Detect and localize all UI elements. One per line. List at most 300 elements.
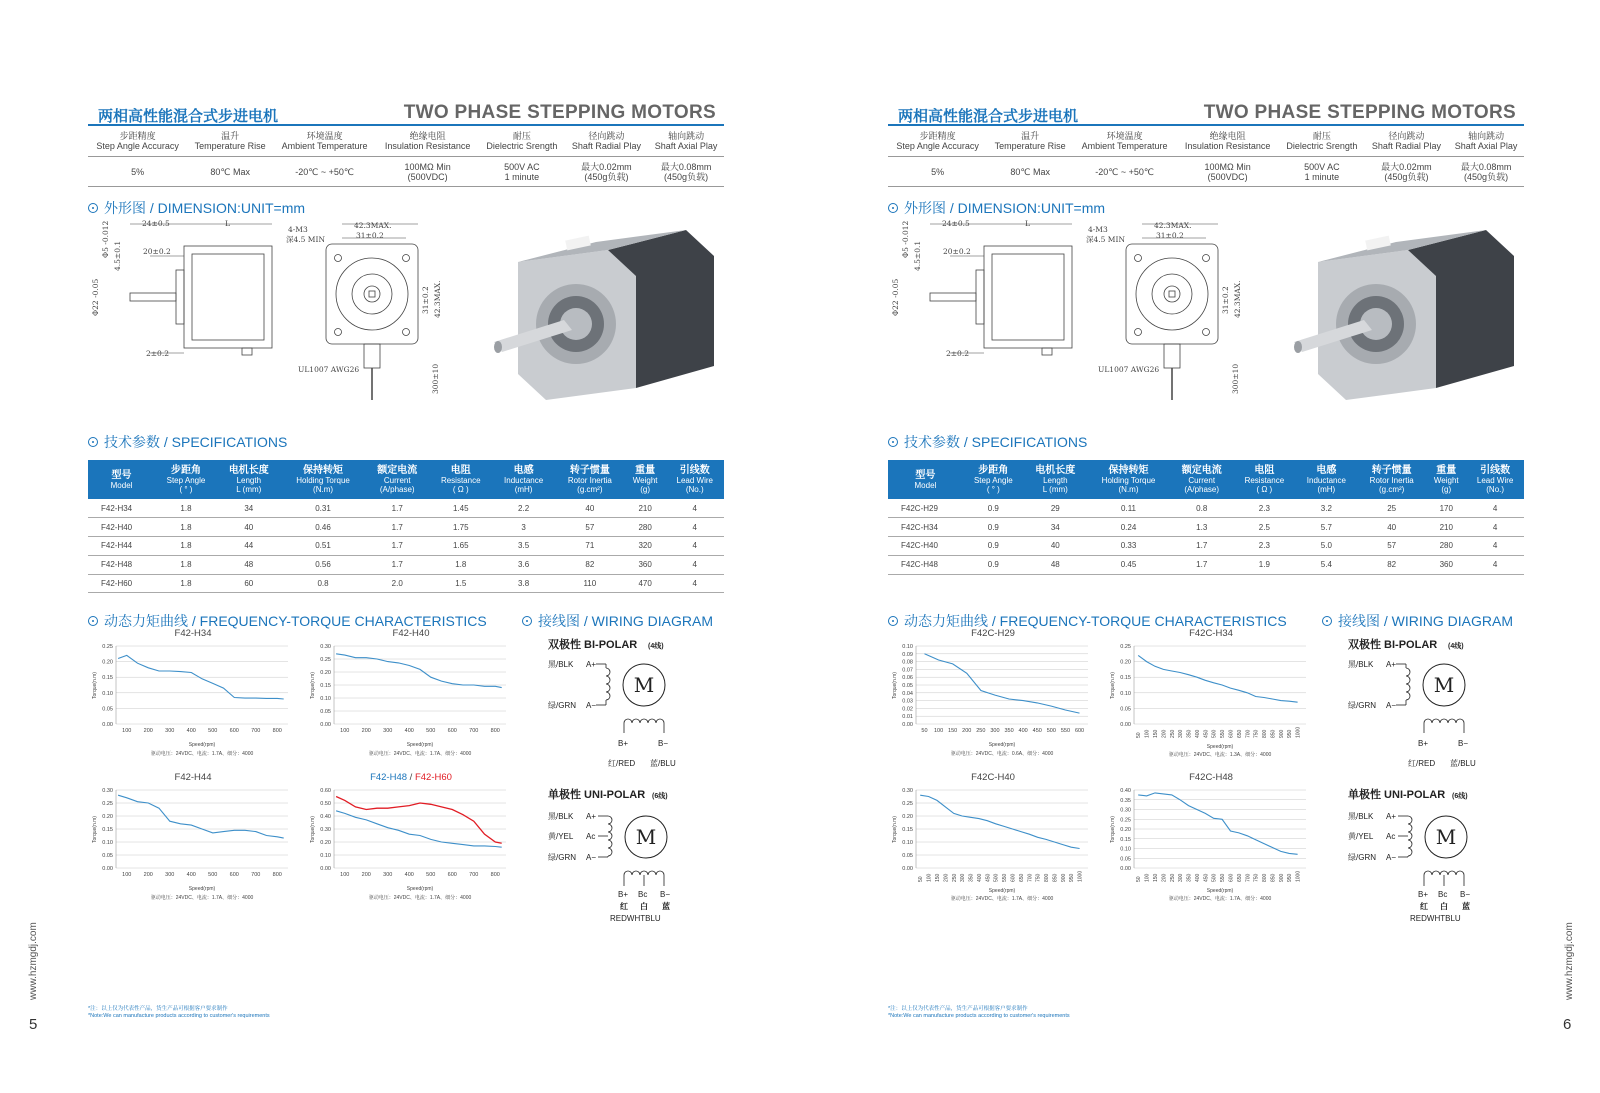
x-tick-label: 400	[186, 872, 196, 878]
x-tick-label: 250	[951, 873, 958, 882]
spec-cell: 0.46	[281, 518, 366, 537]
spec-cell: 0.33	[1087, 537, 1170, 556]
y-tick-label: 0.25	[102, 644, 113, 650]
x-tick-label: 700	[251, 872, 261, 878]
label: B−	[1458, 739, 1469, 748]
x-tick-label: 600	[1074, 728, 1085, 734]
label: M	[633, 673, 655, 697]
spec-cell: 34	[217, 499, 281, 518]
motor-side-body	[184, 246, 272, 348]
x-tick-label: 350	[1186, 873, 1193, 882]
x-tick-label: 500	[208, 872, 218, 878]
x-tick-label: 600	[1228, 729, 1235, 738]
y-tick-label: 0.15	[1120, 836, 1131, 843]
x-tick-label: 750	[1253, 873, 1260, 882]
header-en: Shaft Axial Play	[654, 141, 718, 151]
y-tick-label: 0.08	[902, 659, 913, 666]
y-tick-label: 0.20	[320, 840, 331, 846]
label: 深4.5 MIN	[286, 235, 326, 244]
spec-cell: 1.75	[429, 518, 492, 537]
y-tick-label: 0.09	[902, 651, 913, 658]
label: UL1007 AWG26	[298, 365, 360, 374]
spec-header-hcn: 步距角	[978, 465, 1009, 476]
x-tick-label: 600	[1010, 873, 1017, 882]
y-tick-label: 0.05	[902, 853, 913, 859]
spec-cell: 320	[625, 537, 666, 556]
x-axis-label: Speed(rpm)	[188, 742, 216, 748]
x-tick-label: 100	[122, 728, 132, 734]
chart-svg	[88, 784, 298, 914]
x-tick-label: 550	[1220, 873, 1227, 882]
y-tick-label: 0.05	[1120, 706, 1131, 713]
y-tick-label: 0.15	[320, 683, 331, 689]
series-line	[1138, 793, 1297, 854]
x-tick-label: 200	[361, 872, 371, 878]
label: 黑/BLK	[548, 812, 574, 821]
label: 24±0.5	[942, 219, 970, 228]
label: A−	[586, 853, 597, 862]
y-tick-label: 0.40	[320, 814, 331, 820]
x-tick-label: 550	[1060, 728, 1071, 734]
label: A+	[1386, 812, 1397, 821]
label: 蓝/BLU	[650, 759, 676, 768]
value-line: (450g负载)	[1464, 172, 1509, 182]
chart-svg	[888, 640, 1098, 770]
spec-header-cell	[429, 460, 492, 499]
spec-cell: 0.9	[963, 518, 1024, 537]
x-tick-label: 550	[1220, 729, 1227, 738]
y-tick-label: 0.00	[902, 866, 913, 872]
general-value-cell	[1279, 157, 1365, 187]
label: 31±0.2	[1156, 231, 1184, 240]
label: Bc	[638, 890, 648, 899]
general-header-cell	[987, 128, 1073, 157]
chart-svg	[306, 640, 516, 770]
spec-header-hcn: 重量	[635, 465, 656, 476]
spec-cell: 1.45	[429, 499, 492, 518]
spec-cell: 2.2	[492, 499, 555, 518]
general-header-row	[888, 128, 1524, 157]
general-value-cell	[648, 157, 724, 187]
x-tick-label: 700	[1245, 873, 1252, 882]
value-line: (500VDC)	[407, 172, 448, 182]
general-header-cell	[1448, 128, 1524, 157]
spec-header-hunit: (No.)	[1486, 485, 1505, 494]
header-en: Shaft Radial Play	[1371, 141, 1441, 151]
x-tick-label: 150	[948, 728, 958, 734]
spec-header-hunit: ( ° )	[179, 485, 193, 494]
model-cell: F42-H34	[88, 499, 155, 518]
header-en: Ambient Temperature	[1081, 141, 1168, 151]
shaft	[930, 293, 976, 301]
value-line: 500V AC	[504, 162, 540, 172]
spec-cell: 4	[665, 574, 724, 593]
series-line	[118, 795, 284, 838]
y-tick-label: 0.00	[1120, 866, 1131, 872]
spec-cell: 25	[1357, 499, 1426, 518]
spec-header-hcn: 重量	[1436, 465, 1457, 476]
label: 黑/BLK	[548, 660, 574, 669]
y-axis-label: Torque(n.m)	[310, 816, 316, 843]
spec-header-cell	[492, 460, 555, 499]
spec-header-hen: Length	[236, 476, 262, 485]
spec-cell: 3.6	[492, 555, 555, 574]
spec-cell: 0.11	[1087, 499, 1170, 518]
chart-caption: 驱动电压：24VDC、电流：1.7A、细分：4000	[150, 751, 254, 757]
label: 20±0.2	[943, 247, 971, 256]
label: L	[225, 219, 230, 228]
chart-caption: 驱动电压：24VDC、电流：1.3A、细分：4000	[1168, 752, 1272, 758]
spec-header-hcn: 引线数	[679, 465, 710, 476]
ft-title-text: 动态力矩曲线 / FREQUENCY-TORQUE CHARACTERISTICS	[104, 613, 487, 629]
y-tick-label: 0.00	[320, 866, 331, 872]
label: 单极性 UNI-POLAR	[548, 789, 646, 801]
table-row	[88, 574, 724, 593]
bullet-icon	[888, 616, 898, 626]
torque-chart	[1106, 772, 1316, 912]
header-en: Step Angle Accuracy	[96, 141, 179, 151]
spec-cell: 0.8	[1170, 499, 1233, 518]
header-cn: 耐压	[1312, 131, 1331, 141]
torque-chart	[888, 772, 1098, 912]
spec-cell: 360	[1426, 555, 1466, 574]
x-tick-label: 300	[990, 728, 1000, 734]
value-line: 100MΩ Min	[404, 162, 451, 172]
torque-chart	[888, 628, 1098, 768]
title-separator: /	[407, 772, 415, 783]
x-tick-label: 700	[469, 728, 479, 734]
label: 2±0.2	[946, 349, 969, 358]
chart-svg	[888, 784, 1098, 914]
spec-header-hunit: (A/phase)	[1184, 485, 1220, 494]
table-row	[88, 555, 724, 574]
y-tick-label: 0.10	[1120, 690, 1131, 697]
spec-header-hunit: L (mm)	[236, 485, 262, 494]
footnote	[88, 1006, 270, 1020]
spec-cell: 2.0	[365, 574, 429, 593]
general-header-cell	[888, 128, 987, 157]
x-tick-label: 100	[340, 872, 350, 878]
spec-header-hcn: 引线数	[1480, 465, 1511, 476]
general-value-row	[888, 157, 1524, 187]
header-en: Dielectric Srength	[486, 141, 558, 151]
header-title-cn: 两相高性能混合式步进电机	[898, 108, 1079, 125]
spec-header-hunit: (g)	[1441, 485, 1452, 494]
label: (6线)	[652, 793, 668, 800]
x-tick-label: 600	[229, 728, 239, 734]
label: (6线)	[1452, 793, 1468, 800]
general-spec-table	[888, 128, 1524, 187]
spec-cell: 1.8	[155, 499, 217, 518]
spec-header-row	[88, 460, 724, 499]
spec-header-hen: Current	[1188, 476, 1216, 485]
y-tick-label: 0.60	[320, 788, 331, 794]
y-tick-label: 0.00	[1120, 722, 1131, 728]
general-header-cell	[187, 128, 273, 157]
spec-header-hunit: (g)	[640, 485, 651, 494]
spec-header-hcn: 额定电流	[1181, 465, 1222, 476]
general-header-cell	[376, 128, 479, 157]
label: A+	[1386, 660, 1397, 669]
spec-cell: 0.9	[963, 555, 1024, 574]
label: A−	[586, 701, 597, 710]
bullet-icon	[88, 437, 98, 447]
spec-header-hcn: 型号	[915, 469, 936, 481]
spec-cell: 57	[555, 518, 625, 537]
table-row	[888, 499, 1524, 518]
x-tick-label: 100	[1144, 873, 1151, 882]
y-tick-label: 0.05	[1120, 856, 1131, 863]
header-cn: 绝缘电阻	[409, 131, 446, 141]
spec-cell: 29	[1024, 499, 1087, 518]
spec-header-cell	[1426, 460, 1466, 499]
label: 300±10	[1231, 363, 1240, 394]
label: 4.5±0.1	[913, 240, 922, 271]
spec-cell: 40	[1024, 537, 1087, 556]
label: 31±0.2	[1221, 286, 1230, 314]
label: Ac	[586, 832, 596, 841]
y-tick-label: 0.40	[1120, 788, 1131, 794]
x-tick-label: 100	[933, 728, 944, 734]
label: A−	[1386, 853, 1397, 862]
x-tick-label: 900	[1278, 729, 1285, 738]
spec-header-hunit: (g.cm²)	[577, 485, 603, 494]
y-tick-label: 0.20	[102, 659, 113, 666]
value-line: 5%	[131, 167, 145, 177]
x-tick-label: 200	[143, 872, 153, 878]
x-tick-label: 500	[1046, 728, 1056, 734]
label: 红	[1420, 902, 1428, 911]
y-tick-label: 0.00	[102, 866, 113, 872]
page-number: 6	[1563, 1016, 1572, 1033]
y-tick-label: 0.15	[102, 675, 113, 682]
label: REDWHTBLU	[1410, 914, 1461, 923]
coil	[1406, 668, 1410, 700]
label: (4线)	[1448, 643, 1464, 650]
x-tick-label: 800	[490, 728, 500, 734]
spec-header-hunit: ( Ω )	[1256, 485, 1273, 494]
bullet-icon	[888, 203, 898, 213]
label: 31±0.2	[421, 286, 430, 314]
spec-header-row	[888, 460, 1524, 499]
footnote-cn: *注：以上仅为代表性产品，货生产品可根据客户要求制作	[88, 1006, 228, 1012]
spec-cell: 34	[1024, 518, 1087, 537]
spec-table	[888, 460, 1524, 575]
x-tick-label: 300	[165, 728, 175, 734]
x-tick-label: 50	[1136, 876, 1143, 882]
header-title-en: TWO PHASE STEPPING MOTORS	[1203, 102, 1516, 123]
spec-cell: 57	[1357, 537, 1426, 556]
label: 31±0.2	[356, 231, 384, 240]
value-line: -20℃ ~ +50℃	[1095, 167, 1154, 177]
general-value-cell	[987, 157, 1073, 187]
x-tick-label: 150	[1152, 873, 1159, 882]
y-tick-label: 0.25	[1120, 817, 1131, 824]
spec-header-hcn: 电机长度	[228, 465, 269, 476]
spec-header-cell	[217, 460, 281, 499]
spec-header-cell	[625, 460, 666, 499]
label: 300±10	[431, 363, 440, 394]
spec-header-hen: Model	[914, 480, 937, 490]
motor-photo	[494, 230, 714, 400]
spec-cell: 170	[1426, 499, 1466, 518]
x-tick-label: 50	[921, 728, 928, 734]
header-en: Temperature Rise	[994, 141, 1066, 151]
chart-svg	[88, 640, 298, 770]
y-tick-label: 0.10	[320, 696, 331, 702]
x-tick-label: 800	[1262, 873, 1269, 882]
spec-header-cell	[1233, 460, 1295, 499]
label: M	[1433, 673, 1455, 697]
dimension-title-text: 外形图 / DIMENSION:UNIT=mm	[104, 200, 306, 216]
chart-caption: 驱动电压：24VDC、电流：1.7A、细分：4000	[950, 896, 1054, 902]
spec-cell: 1.5	[429, 574, 492, 593]
spec-cell: 0.8	[281, 574, 366, 593]
page-header	[888, 100, 1524, 126]
spec-header-hen: Lead Wire	[1476, 476, 1514, 485]
spec-cell: 0.51	[281, 537, 366, 556]
general-value-cell	[1448, 157, 1524, 187]
header-en: Insulation Resistance	[1184, 141, 1271, 151]
label: Φ5 -0.012	[101, 220, 110, 258]
general-header-cell	[273, 128, 376, 157]
spec-header-hunit: (No.)	[685, 485, 704, 494]
spec-header-hen: Rotor Inertia	[567, 476, 612, 485]
x-tick-label: 750	[1253, 729, 1260, 738]
spec-cell: 4	[665, 537, 724, 556]
y-tick-label: 0.00	[902, 722, 913, 728]
spec-cell: 1.7	[1170, 537, 1233, 556]
y-tick-label: 0.15	[902, 827, 913, 833]
model-cell: F42-H40	[88, 518, 155, 537]
spec-header-hen: Current	[383, 476, 411, 485]
x-tick-label: 500	[1211, 873, 1218, 882]
spec-header-cell	[1170, 460, 1233, 499]
spec-cell: 3	[492, 518, 555, 537]
x-tick-label: 50	[1136, 732, 1143, 738]
x-tick-label: 850	[1052, 873, 1059, 882]
dimension-drawing-svg	[888, 216, 1524, 416]
spec-header-hen: Holding Torque	[296, 476, 350, 485]
value-line: 1 minute	[1304, 172, 1340, 182]
label: 单极性 UNI-POLAR	[1348, 789, 1446, 801]
label: A+	[586, 660, 597, 669]
spec-cell: 280	[1426, 537, 1466, 556]
table-row	[888, 518, 1524, 537]
y-tick-label: 0.30	[902, 788, 913, 794]
table-row	[88, 537, 724, 556]
spec-cell: 40	[217, 518, 281, 537]
spec-cell: 280	[625, 518, 666, 537]
x-tick-label: 400	[404, 728, 414, 734]
spec-cell: 0.56	[281, 555, 366, 574]
spec-header-cell	[1024, 460, 1087, 499]
y-tick-label: 0.25	[102, 801, 113, 807]
label: 绿/GRN	[548, 701, 576, 710]
value-line: (500VDC)	[1207, 172, 1248, 182]
spec-cell: 4	[1466, 555, 1524, 574]
value-line: 最大0.08mm	[660, 162, 712, 172]
y-tick-label: 0.25	[1120, 644, 1131, 650]
y-tick-label: 0.20	[102, 814, 113, 820]
label: B−	[660, 890, 671, 899]
header-cn: 径向跳动	[1388, 131, 1425, 141]
footnote-en: *Note:We can manufacture products according to customer's requirements	[88, 1013, 270, 1019]
spec-cell: 5.7	[1296, 518, 1358, 537]
label: 蓝	[1462, 902, 1470, 911]
value-line: 500V AC	[1304, 162, 1340, 172]
spec-cell: 40	[1357, 518, 1426, 537]
spec-cell: 0.31	[281, 499, 366, 518]
chart-svg	[1106, 784, 1316, 914]
spec-header-hcn: 电感	[1316, 465, 1337, 476]
page-number: 5	[29, 1016, 38, 1033]
header-cn: 绝缘电阻	[1209, 131, 1246, 141]
value-line: 100MΩ Min	[1204, 162, 1251, 172]
label: Bc	[1438, 890, 1448, 899]
spec-header-hcn: 转子惯量	[1371, 465, 1412, 476]
header-cn: 温升	[1021, 131, 1040, 141]
spec-header-cell	[281, 460, 366, 499]
x-tick-label: 450	[1203, 873, 1210, 882]
label: 20±0.2	[143, 247, 171, 256]
label: 绿/GRN	[1348, 853, 1376, 862]
ft-title-text: 动态力矩曲线 / FREQUENCY-TORQUE CHARACTERISTICS	[904, 613, 1287, 629]
spec-cell: 2.3	[1233, 537, 1295, 556]
spec-header-hunit: (N.m)	[313, 485, 334, 494]
x-tick-label: 850	[1270, 873, 1277, 882]
header-en: Step Angle Accuracy	[896, 141, 979, 151]
chart-title: F42-H40	[392, 628, 430, 639]
spec-cell: 48	[1024, 555, 1087, 574]
y-tick-label: 0.10	[320, 853, 331, 859]
x-tick-label: 300	[165, 872, 175, 878]
x-tick-label: 250	[1169, 729, 1176, 738]
spec-table	[88, 460, 724, 593]
y-tick-label: 0.25	[902, 801, 913, 807]
y-tick-label: 0.10	[102, 690, 113, 697]
x-tick-label: 100	[122, 872, 132, 878]
general-value-cell	[273, 157, 376, 187]
y-tick-label: 0.50	[320, 801, 331, 807]
dimension-section-title	[888, 198, 1105, 218]
bullet-icon	[88, 616, 98, 626]
spec-cell: 82	[555, 555, 625, 574]
spec-header-hcn: 电阻	[450, 465, 471, 476]
spec-header-hen: Length	[1043, 476, 1068, 485]
spec-cell: 1.8	[155, 574, 217, 593]
label: Φ22 -0.05	[91, 278, 100, 316]
side-url: www.hzmgdj.com	[1564, 922, 1575, 1000]
y-tick-label: 0.03	[902, 698, 913, 705]
x-tick-label: 200	[1161, 729, 1168, 738]
value-line: 最大0.08mm	[1460, 162, 1512, 172]
spec-cell: 1.8	[155, 555, 217, 574]
spec-cell: 0.9	[963, 499, 1024, 518]
x-tick-label: 850	[1270, 729, 1277, 738]
value-line: 80℃ Max	[1010, 167, 1050, 177]
y-axis-label: Torque(n.m)	[892, 816, 898, 843]
spec-header-hen: Weight	[1433, 476, 1459, 485]
model-cell: F42C-H48	[888, 555, 963, 574]
label: 蓝	[662, 902, 670, 911]
y-axis-label: Torque(n.m)	[892, 672, 898, 699]
y-tick-label: 0.35	[1120, 797, 1131, 804]
y-tick-label: 0.15	[102, 827, 113, 833]
y-axis-label: Torque(n.m)	[310, 672, 316, 699]
y-axis-label: Torque(n.m)	[1110, 816, 1116, 843]
spec-header-hcn: 保持转矩	[1108, 465, 1149, 476]
